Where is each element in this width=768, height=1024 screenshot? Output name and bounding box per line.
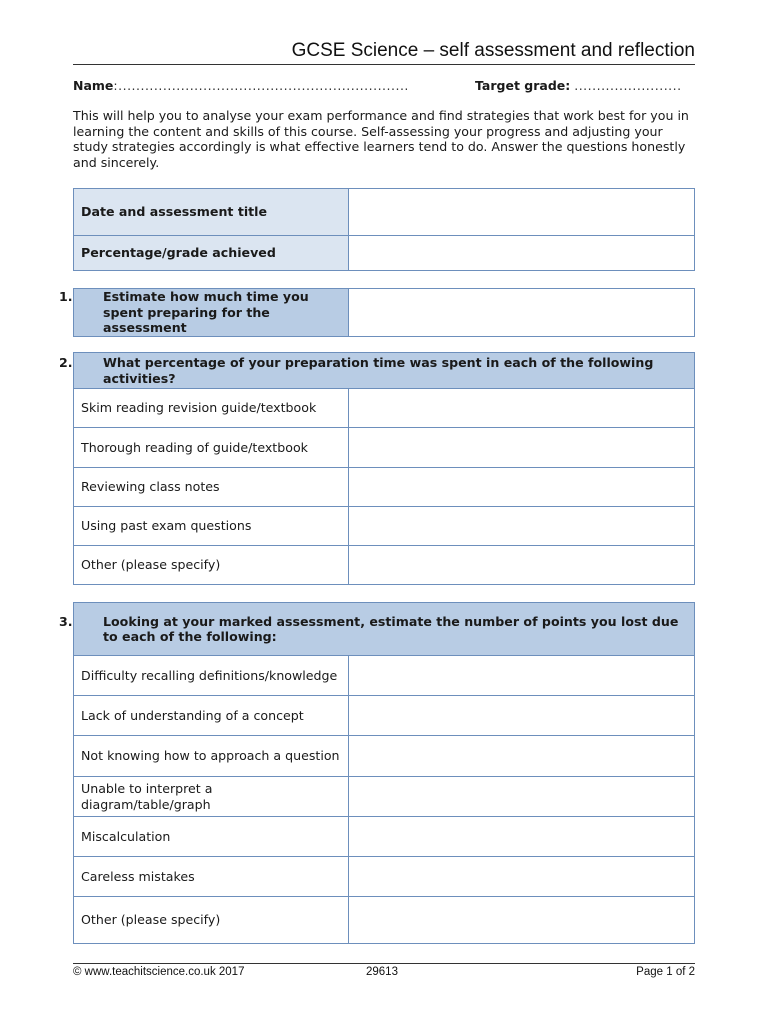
question-3-label: Looking at your marked assessment, estimate the number of points you lost due to each of the following: <box>103 613 679 644</box>
assessment-title-label: Date and assessment title <box>74 189 349 236</box>
table-row <box>74 817 695 857</box>
points-lost-label: Other (please specify) <box>74 897 349 944</box>
name-field[interactable] <box>73 78 409 93</box>
footer-divider <box>73 963 695 964</box>
question-3-number: 3. <box>59 613 73 629</box>
assessment-info-table <box>73 188 695 271</box>
name-label: Name <box>73 78 114 93</box>
table-row <box>74 656 695 696</box>
question-1-number: 1. <box>59 289 73 304</box>
name-dots: :................................................................. <box>113 78 409 93</box>
question-2-number: 2. <box>59 355 73 370</box>
points-lost-input[interactable] <box>349 897 695 944</box>
table-row <box>74 777 695 817</box>
points-lost-input[interactable] <box>349 656 695 696</box>
activity-input[interactable] <box>349 546 695 585</box>
activity-input[interactable] <box>349 468 695 507</box>
activity-label: Using past exam questions <box>74 507 349 546</box>
points-lost-input[interactable] <box>349 736 695 777</box>
table-row <box>74 468 695 507</box>
question-2-label: What percentage of your preparation time was spent in each of the following activities? <box>103 355 654 386</box>
target-grade-dots: ........................ <box>574 78 682 93</box>
question-1-table <box>59 288 695 337</box>
table-row <box>74 189 695 236</box>
activity-input[interactable] <box>349 389 695 428</box>
points-lost-label: Not knowing how to approach a question <box>74 736 349 777</box>
table-row <box>74 389 695 428</box>
points-lost-label: Lack of understanding of a concept <box>74 696 349 736</box>
assessment-title-input[interactable] <box>349 189 695 236</box>
table-row <box>74 289 695 337</box>
question-3-text <box>59 613 687 645</box>
points-lost-label: Miscalculation <box>74 817 349 857</box>
points-lost-input[interactable] <box>349 696 695 736</box>
points-lost-label: Unable to interpret a diagram/table/graph <box>81 781 213 812</box>
table-row <box>74 857 695 897</box>
footer-page-number: Page 1 of 2 <box>636 966 695 978</box>
intro-paragraph: This will help you to analyse your exam performance and find strategies that work best for you in learning the content and skills of this course. Self-assessing your progress and adjusting your study strategies accordingly is what effective learners tend to do. Answer the questions honestly and sincerely. <box>73 108 689 170</box>
activity-label: Reviewing class notes <box>74 468 349 507</box>
activity-label: Thorough reading of guide/textbook <box>74 428 349 468</box>
question-2-table <box>59 352 695 585</box>
points-lost-input[interactable] <box>349 817 695 857</box>
question-1-input[interactable] <box>349 289 695 337</box>
question-1-label: Estimate how much time you spent preparing for the assessment <box>103 289 309 335</box>
name-target-line <box>73 78 695 96</box>
table-row <box>74 603 695 656</box>
question-3-table <box>59 602 695 944</box>
points-lost-label: Difficulty recalling definitions/knowledge <box>74 656 349 696</box>
activity-label: Skim reading revision guide/textbook <box>74 389 349 428</box>
points-lost-label: Careless mistakes <box>74 857 349 897</box>
table-row <box>74 736 695 777</box>
question-1-text <box>59 289 341 336</box>
table-row <box>74 546 695 585</box>
points-lost-input[interactable] <box>349 777 695 817</box>
table-row <box>74 897 695 944</box>
table-row <box>74 428 695 468</box>
title-divider <box>73 64 695 65</box>
target-grade-label: Target grade: <box>475 78 571 93</box>
table-row <box>74 353 695 389</box>
page-title: GCSE Science – self assessment and reflection <box>291 40 695 61</box>
activity-input[interactable] <box>349 507 695 546</box>
activity-label: Other (please specify) <box>74 546 349 585</box>
question-2-text <box>59 355 687 386</box>
grade-achieved-input[interactable] <box>349 236 695 271</box>
table-row <box>74 236 695 271</box>
table-row <box>74 696 695 736</box>
grade-achieved-label: Percentage/grade achieved <box>74 236 349 271</box>
footer-code: 29613 <box>366 966 398 978</box>
target-grade-field[interactable] <box>475 78 682 93</box>
activity-input[interactable] <box>349 428 695 468</box>
points-lost-input[interactable] <box>349 857 695 897</box>
table-row <box>74 507 695 546</box>
footer-copyright: © www.teachitscience.co.uk 2017 <box>73 966 245 978</box>
